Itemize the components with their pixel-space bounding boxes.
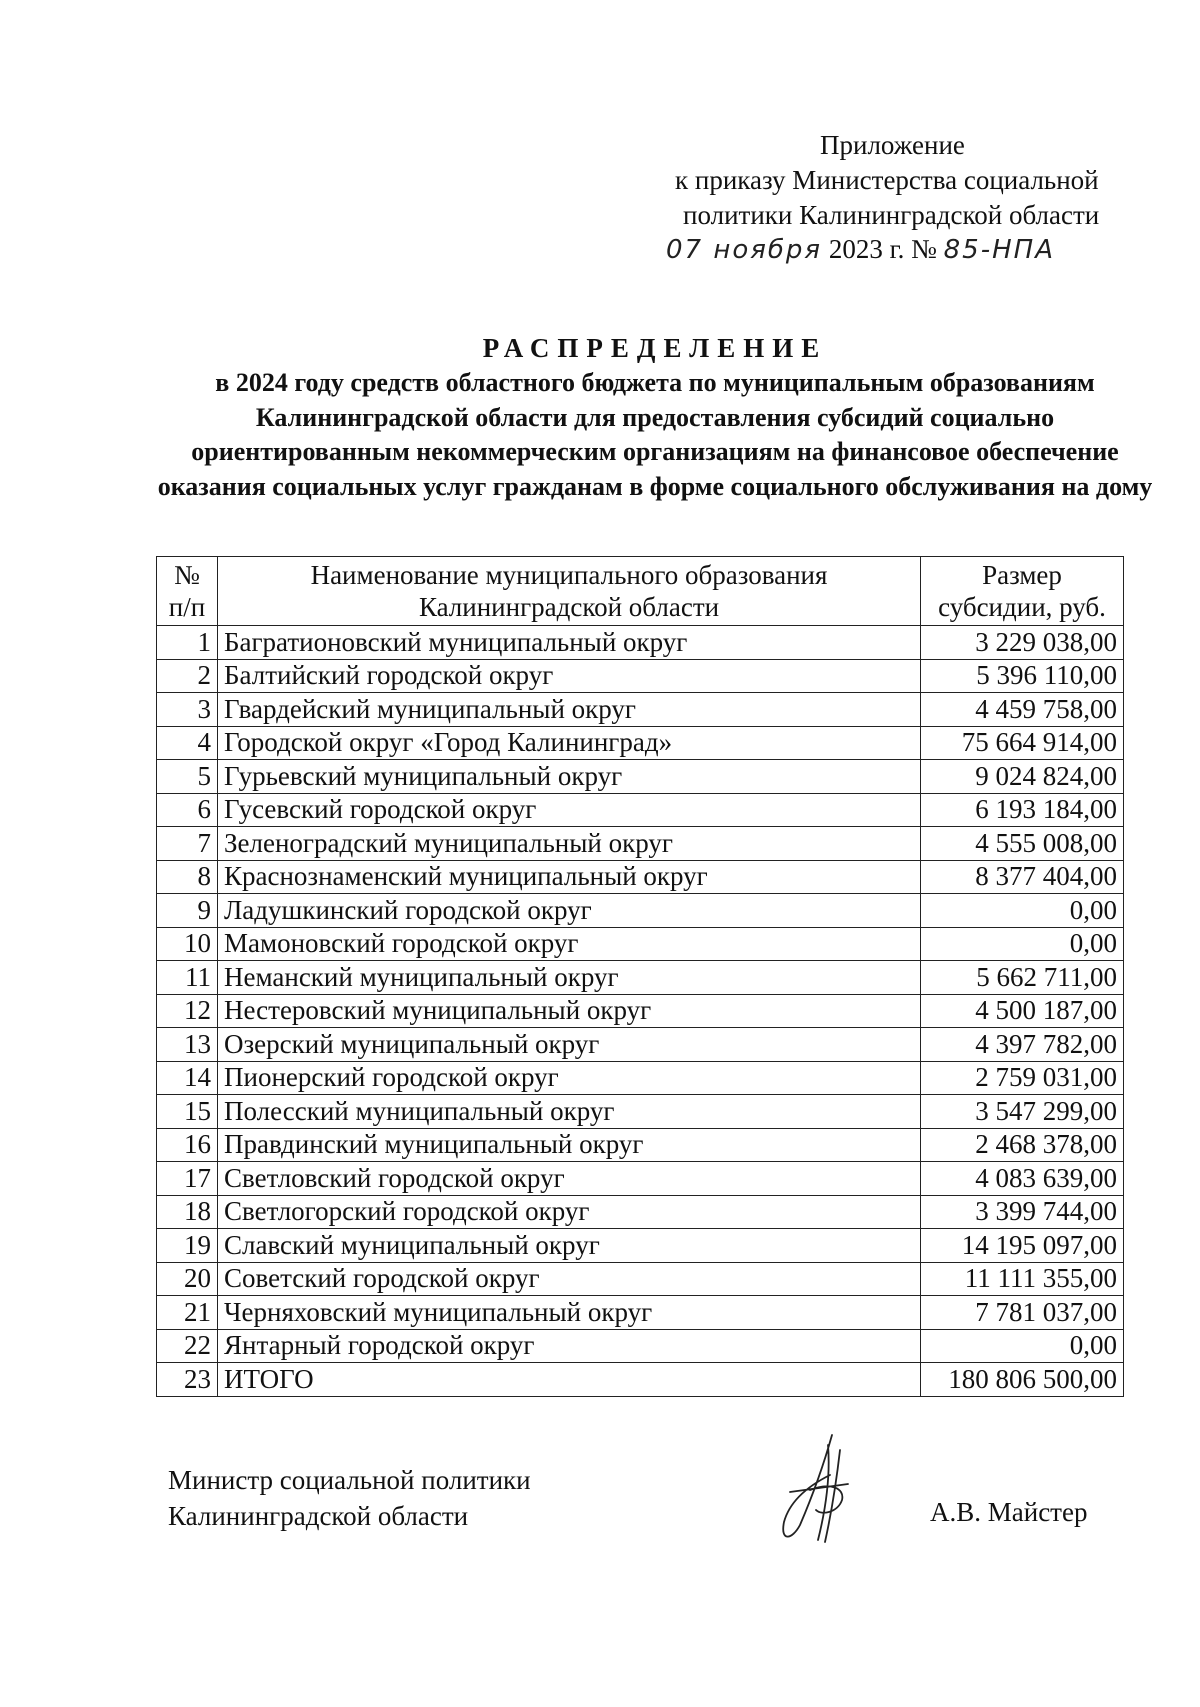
row-num: 20 <box>157 1262 218 1296</box>
row-num: 15 <box>157 1095 218 1129</box>
table-row <box>157 1296 1124 1330</box>
row-name: Зеленоградский муниципальный округ <box>218 827 921 861</box>
table-row <box>157 793 1124 827</box>
signer-name: А.В. Майстер <box>930 1497 1088 1527</box>
row-amount: 4 500 187,00 <box>921 994 1124 1028</box>
table-row <box>157 626 1124 660</box>
handwritten-number: 85-НПА <box>943 235 1055 265</box>
row-num: 8 <box>157 860 218 894</box>
table-row <box>157 860 1124 894</box>
position-line2: Калининградской области <box>168 1501 469 1531</box>
table-row <box>157 659 1124 693</box>
table-header-row <box>157 557 1124 626</box>
handwritten-signature <box>770 1430 890 1555</box>
appendix-title: Приложение <box>820 130 965 160</box>
table-row <box>157 827 1124 861</box>
row-name: Полесский муниципальный округ <box>218 1095 921 1129</box>
row-amount: 4 083 639,00 <box>921 1162 1124 1196</box>
row-amount: 4 459 758,00 <box>921 693 1124 727</box>
row-name: Нестеровский муниципальный округ <box>218 994 921 1028</box>
row-num: 22 <box>157 1329 218 1363</box>
row-name: Озерский муниципальный округ <box>218 1028 921 1062</box>
row-num: 3 <box>157 693 218 727</box>
row-num: 4 <box>157 726 218 760</box>
row-num: 6 <box>157 793 218 827</box>
table-total-row <box>157 1363 1124 1397</box>
handwritten-date: 07 ноября <box>666 235 823 265</box>
row-name: Балтийский городской округ <box>218 659 921 693</box>
row-num: 14 <box>157 1061 218 1095</box>
row-num: 9 <box>157 894 218 928</box>
title-subtitle: в 2024 году средств областного бюджета по муниципальным образованиям Калининградской области для предоставления субсидий социально ориентированным некоммерческим организациям на финансовое обеспечение оказания социальных услуг гражданам в форме социального обслуживания на дому <box>157 368 1153 501</box>
table-row <box>157 1128 1124 1162</box>
row-amount: 9 024 824,00 <box>921 760 1124 794</box>
row-name: Неманский муниципальный округ <box>218 961 921 995</box>
row-name: Гурьевский муниципальный округ <box>218 760 921 794</box>
row-name: Пионерский городской округ <box>218 1061 921 1095</box>
header-name: Наименование муниципального образования Калининградской области <box>218 557 921 626</box>
table-row <box>157 1162 1124 1196</box>
appendix-year: 2023 г. № <box>828 234 937 264</box>
row-amount: 5 662 711,00 <box>921 961 1124 995</box>
row-amount: 7 781 037,00 <box>921 1296 1124 1330</box>
total-num: 23 <box>157 1363 218 1397</box>
appendix-date-number <box>666 232 1055 268</box>
row-num: 10 <box>157 927 218 961</box>
row-num: 12 <box>157 994 218 1028</box>
row-amount: 3 229 038,00 <box>921 626 1124 660</box>
table-row <box>157 726 1124 760</box>
row-num: 19 <box>157 1229 218 1263</box>
row-amount: 8 377 404,00 <box>921 860 1124 894</box>
row-num: 2 <box>157 659 218 693</box>
title-heading: РАСПРЕДЕЛЕНИЕ <box>482 333 828 363</box>
row-num: 21 <box>157 1296 218 1330</box>
row-amount: 75 664 914,00 <box>921 726 1124 760</box>
table-row <box>157 760 1124 794</box>
header-amount: Размер субсидии, руб. <box>921 557 1124 626</box>
row-num: 11 <box>157 961 218 995</box>
row-name: Гусевский городской округ <box>218 793 921 827</box>
row-amount: 2 759 031,00 <box>921 1061 1124 1095</box>
row-name: Гвардейский муниципальный округ <box>218 693 921 727</box>
header-num: № п/п <box>157 557 218 626</box>
row-amount: 0,00 <box>921 927 1124 961</box>
table-row <box>157 927 1124 961</box>
row-amount: 2 468 378,00 <box>921 1128 1124 1162</box>
row-num: 13 <box>157 1028 218 1062</box>
row-amount: 5 396 110,00 <box>921 659 1124 693</box>
row-name: Черняховский муниципальный округ <box>218 1296 921 1330</box>
row-name: Советский городской округ <box>218 1262 921 1296</box>
appendix-ministry-line: политики Калининградской области <box>683 200 1100 230</box>
row-num: 5 <box>157 760 218 794</box>
total-label: ИТОГО <box>218 1363 921 1397</box>
row-name: Краснознаменский муниципальный округ <box>218 860 921 894</box>
table-row <box>157 994 1124 1028</box>
row-name: Славский муниципальный округ <box>218 1229 921 1263</box>
table-row <box>157 693 1124 727</box>
row-amount: 0,00 <box>921 894 1124 928</box>
row-amount: 3 547 299,00 <box>921 1095 1124 1129</box>
table-row <box>157 1195 1124 1229</box>
row-name: Янтарный городской округ <box>218 1329 921 1363</box>
row-name: Мамоновский городской округ <box>218 927 921 961</box>
row-amount: 14 195 097,00 <box>921 1229 1124 1263</box>
row-name: Правдинский муниципальный округ <box>218 1128 921 1162</box>
row-name: Ладушкинский городской округ <box>218 894 921 928</box>
distribution-table <box>156 556 1124 1397</box>
row-num: 16 <box>157 1128 218 1162</box>
table-row <box>157 1262 1124 1296</box>
row-name: Городской округ «Город Калининград» <box>218 726 921 760</box>
total-amount: 180 806 500,00 <box>921 1363 1124 1397</box>
row-name: Светловский городской округ <box>218 1162 921 1196</box>
row-amount: 4 555 008,00 <box>921 827 1124 861</box>
table-row <box>157 961 1124 995</box>
row-num: 18 <box>157 1195 218 1229</box>
document-title <box>120 330 1190 504</box>
row-amount: 4 397 782,00 <box>921 1028 1124 1062</box>
row-num: 1 <box>157 626 218 660</box>
table-row <box>157 1229 1124 1263</box>
table-row <box>157 1028 1124 1062</box>
appendix-order-line: к приказу Министерства социальной <box>675 165 1099 195</box>
row-amount: 11 111 355,00 <box>921 1262 1124 1296</box>
position-line1: Министр социальной политики <box>168 1465 531 1495</box>
table-row <box>157 1095 1124 1129</box>
table-row <box>157 894 1124 928</box>
row-amount: 6 193 184,00 <box>921 793 1124 827</box>
signature-block <box>168 1462 531 1534</box>
row-num: 17 <box>157 1162 218 1196</box>
row-amount: 3 399 744,00 <box>921 1195 1124 1229</box>
row-name: Светлогорский городской округ <box>218 1195 921 1229</box>
row-num: 7 <box>157 827 218 861</box>
table-row <box>157 1061 1124 1095</box>
table-row <box>157 1329 1124 1363</box>
row-name: Багратионовский муниципальный округ <box>218 626 921 660</box>
row-amount: 0,00 <box>921 1329 1124 1363</box>
